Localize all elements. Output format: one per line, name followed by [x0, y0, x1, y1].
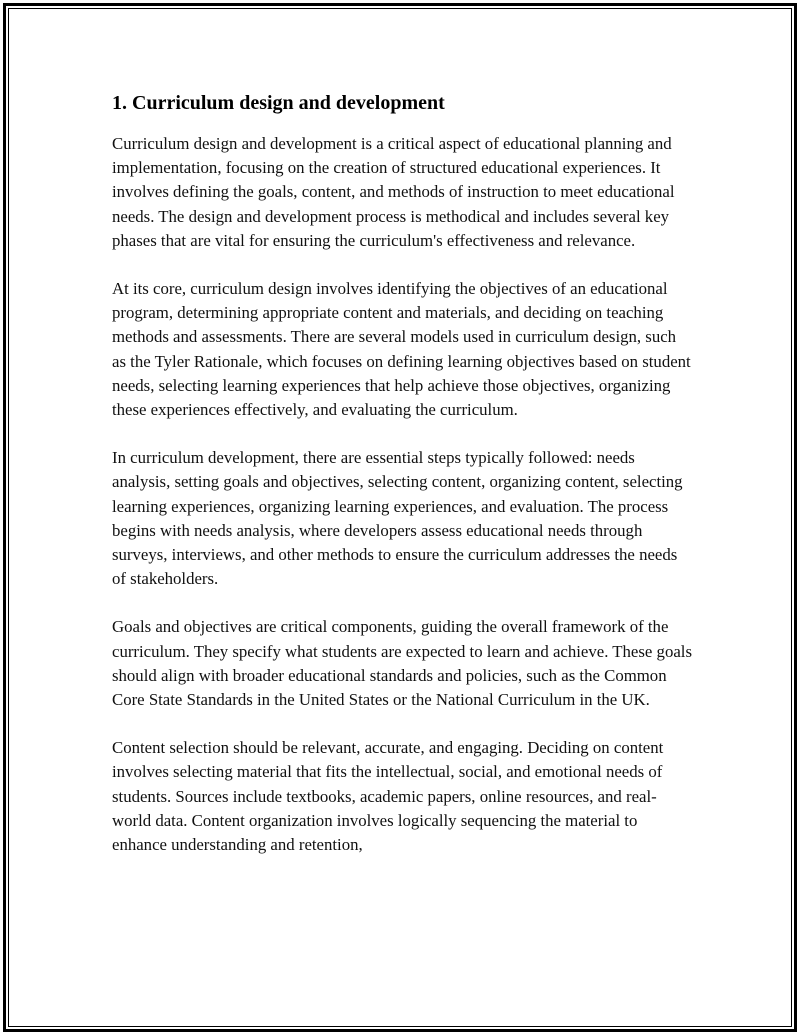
paragraph-4: Goals and objectives are critical components, guiding the overall framework of the curriculum. They specify what students are expected to learn and achieve. These goals should align with broader educational standards and policies, such as the Common Core State Standards in the United States or the National Curriculum in the UK. [112, 617, 692, 710]
paragraph-3: In curriculum development, there are essential steps typically followed: needs analysis, setting goals and objectives, selecting content, organizing content, selecting learning experiences, organizing learning experiences, and evaluation. The process begins with needs analysis, where developers assess educational needs through surveys, interviews, and other methods to ensure the curriculum addresses the needs of stakeholders. [112, 448, 683, 589]
paragraph-1: Curriculum design and development is a critical aspect of educational planning and implementation, focusing on the creation of structured educational experiences. It involves defining the goals, content, and methods of instruction to meet educational needs. The design and development process is methodical and includes several key phases that are vital for ensuring the curriculum's effectiveness and relevance. [112, 134, 675, 250]
paragraph-2: At its core, curriculum design involves identifying the objectives of an educational program, determining appropriate content and materials, and deciding on teaching methods and assessments. There are several models used in curriculum design, such as the Tyler Rationale, which focuses on defining learning objectives based on student needs, selecting learning experiences that help achieve those objectives, organizing these experiences effectively, and evaluating the curriculum. [112, 279, 691, 420]
paragraph-5: Content selection should be relevant, accurate, and engaging. Deciding on content involves selecting material that fits the intellectual, social, and emotional needs of students. Sources include textbooks, academic papers, online resources, and real-world data. Content organization involves logically sequencing the material to enhance understanding and retention, [112, 738, 664, 855]
document-body [112, 90, 692, 881]
section-title: 1. Curriculum design and development [112, 92, 445, 114]
